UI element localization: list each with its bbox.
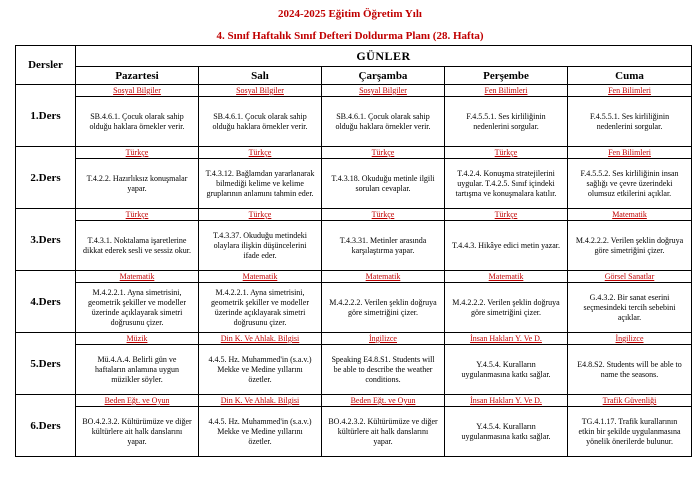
day-header: Pazartesi [76, 67, 199, 85]
outcome-text: T.4.4.3. Hikâye edici metin yazar. [451, 240, 561, 250]
outcome-text: Y.4.5.4. Kuralların uygulanmasına katkı sağlar. [461, 421, 551, 441]
day-header: Çarşamba [322, 67, 445, 85]
lesson-cell [322, 85, 445, 147]
lesson-cell [445, 271, 568, 333]
lesson-row [16, 271, 692, 333]
weekly-plan-table [15, 45, 692, 457]
lesson-cell [568, 209, 692, 271]
lesson-row [16, 85, 692, 147]
outcome-text: M.4.2.2.2. Verilen şeklin doğruya göre simetriğini çizer. [452, 297, 560, 317]
lesson-row [16, 395, 692, 457]
subject-label: Türkçe [199, 147, 321, 159]
lesson-cell [445, 395, 568, 457]
subject-label: Fen Bilimleri [568, 85, 691, 97]
outcome-text: 4.4.5. Hz. Muhammed'in (s.a.v.) Mekke ve Medine yıllarını özetler. [208, 416, 312, 446]
lesson-cell [199, 85, 322, 147]
outcome-text: Y.4.5.4. Kuralların uygulanmasına katkı sağlar. [461, 359, 551, 379]
document-title: 2024-2025 Eğitim Öğretim Yılı [278, 8, 422, 20]
lesson-label: 5.Ders [16, 333, 76, 395]
subject-label: Türkçe [445, 209, 567, 221]
lesson-cell [322, 209, 445, 271]
subject-label: Görsel Sanatlar [568, 271, 691, 283]
outcome-text: SB.4.6.1. Çocuk olarak sahip olduğu haklara örnekler verir. [335, 111, 431, 131]
lesson-cell [322, 395, 445, 457]
gunler-header: GÜNLER [76, 46, 692, 67]
subject-label: Din K. Ve Ahlak. Bilgisi [199, 333, 321, 345]
subject-label: Matematik [199, 271, 321, 283]
subject-label: Matematik [445, 271, 567, 283]
outcome-text: T.4.2.4. Konuşma stratejilerini uygular. T.4.2.5. Sınıf içindeki tartışma ve konuşmalara katılır. [455, 168, 557, 198]
lesson-cell [76, 209, 199, 271]
day-header: Salı [199, 67, 322, 85]
subject-label: Türkçe [322, 209, 444, 221]
outcome-text: Speaking E4.8.S1. Students will be able to describe the weather conditions. [331, 354, 435, 384]
outcome-text: TG.4.1.17. Trafik kurallarının etkin bir şekilde uygulanmasına yönelik önerilerde bulunur. [578, 416, 681, 446]
lesson-cell [568, 395, 692, 457]
outcome-text: T.4.3.31. Metinler arasında karşılaştırma yapar. [339, 235, 427, 255]
subject-label: Matematik [76, 271, 198, 283]
lesson-cell [199, 333, 322, 395]
outcome-text: G.4.3.2. Bir sanat eserini seçmesindeki tercih sebebini açıklar. [583, 292, 676, 322]
outcome-text: SB.4.6.1. Çocuk olarak sahip olduğu haklara örnekler verir. [89, 111, 185, 131]
lesson-cell [445, 333, 568, 395]
outcome-text: T.4.2.2. Hazırlıksız konuşmalar yapar. [86, 173, 188, 193]
lesson-row [16, 209, 692, 271]
outcome-text: Mü.4.A.4. Belirli gün ve haftaların anlamına uygun müzikler söyler. [95, 354, 179, 384]
outcome-text: SB.4.6.1. Çocuk olarak sahip olduğu haklara örnekler verir. [212, 111, 308, 131]
lesson-cell [199, 395, 322, 457]
subject-label: Türkçe [445, 147, 567, 159]
lesson-cell [199, 209, 322, 271]
lesson-row [16, 333, 692, 395]
lesson-cell [322, 271, 445, 333]
subject-label: Trafik Güvenliği [568, 395, 691, 407]
lesson-label: 6.Ders [16, 395, 76, 457]
subject-label: İnsan Hakları Y. Ve D. [445, 333, 567, 345]
day-header: Perşembe [445, 67, 568, 85]
outcome-text: F.4.5.5.2. Ses kirliliğinin insan sağlığı ve çevre üzerindeki olumsuz etkilerini açıklar. [580, 168, 679, 198]
subject-label: Beden Eğt. ve Oyun [322, 395, 444, 407]
lesson-cell [568, 147, 692, 209]
lesson-label: 2.Ders [16, 147, 76, 209]
subject-label: Müzik [76, 333, 198, 345]
outcome-text: BO.4.2.3.2. Kültürümüze ve diğer kültürlere ait halk danslarını yapar. [82, 416, 192, 446]
lesson-cell [76, 395, 199, 457]
lesson-label: 4.Ders [16, 271, 76, 333]
day-header: Cuma [568, 67, 692, 85]
lesson-cell [76, 147, 199, 209]
lesson-cell [322, 333, 445, 395]
lesson-label: 3.Ders [16, 209, 76, 271]
subject-label: Sosyal Bilgiler [76, 85, 198, 97]
lesson-cell [76, 333, 199, 395]
outcome-text: F.4.5.5.1. Ses kirliliğinin nedenlerini sorgular. [589, 111, 670, 131]
subject-label: Türkçe [76, 209, 198, 221]
lesson-cell [199, 147, 322, 209]
lesson-cell [568, 271, 692, 333]
lesson-label: 1.Ders [16, 85, 76, 147]
outcome-text: T.4.3.1. Noktalama işaretlerine dikkat ederek sesli ve sessiz okur. [83, 235, 191, 255]
outcome-text: F.4.5.5.1. Ses kirliliğinin nedenlerini sorgular. [466, 111, 546, 131]
outcome-text: 4.4.5. Hz. Muhammed'in (s.a.v.) Mekke ve Medine yıllarını özetler. [208, 354, 312, 384]
lesson-cell [76, 85, 199, 147]
outcome-text: T.4.3.12. Bağlamdan yararlanarak bilmediği kelime ve kelime gruplarının anlamını tahmin eder. [205, 168, 315, 198]
lesson-cell [445, 85, 568, 147]
subject-label: Sosyal Bilgiler [199, 85, 321, 97]
lesson-cell [445, 147, 568, 209]
subject-label: Beden Eğt. ve Oyun [76, 395, 198, 407]
subject-label: Sosyal Bilgiler [322, 85, 444, 97]
subject-label: Türkçe [76, 147, 198, 159]
subject-label: Türkçe [199, 209, 321, 221]
outcome-text: T.4.3.37. Okuduğu metindeki olaylara ilişkin düşüncelerini ifade eder. [212, 230, 308, 260]
subject-label: Matematik [322, 271, 444, 283]
lesson-cell [568, 85, 692, 147]
outcome-text: M.4.2.2.2. Verilen şeklin doğruya göre simetriğini çizer. [575, 235, 684, 255]
lesson-row [16, 147, 692, 209]
subject-label: Din K. Ve Ahlak. Bilgisi [199, 395, 321, 407]
subject-label: İnsan Hakları Y. Ve D. [445, 395, 567, 407]
subject-label: Fen Bilimleri [445, 85, 567, 97]
outcome-text: M.4.2.2.2. Verilen şeklin doğruya göre simetriğini çizer. [329, 297, 437, 317]
outcome-text: E4.8.S2. Students will be able to name the seasons. [577, 359, 682, 379]
outcome-text: M.4.2.2.1. Ayna simetrisini, geometrik şekiller ve modeller üzerinde açıklayarak simetri doğrusunu çizer. [88, 287, 186, 327]
lesson-cell [445, 209, 568, 271]
dersler-header: Dersler [16, 46, 76, 85]
lesson-cell [199, 271, 322, 333]
outcome-text: T.4.3.18. Okuduğu metinle ilgili soruları cevaplar. [331, 173, 435, 193]
subject-label: Türkçe [322, 147, 444, 159]
subject-label: İngilizce [322, 333, 444, 345]
outcome-text: M.4.2.2.1. Ayna simetrisini, geometrik şekiller ve modeller üzerinde açıklayarak simetri doğrusunu çizer. [211, 287, 309, 327]
subject-label: Matematik [568, 209, 691, 221]
subject-label: İngilizce [568, 333, 691, 345]
lesson-cell [76, 271, 199, 333]
outcome-text: BO.4.2.3.2. Kültürümüze ve diğer kültürlere ait halk danslarını yapar. [328, 416, 438, 446]
lesson-cell [322, 147, 445, 209]
lesson-cell [568, 333, 692, 395]
document-subtitle: 4. Sınıf Haftalık Sınıf Defteri Doldurma Planı (28. Hafta) [216, 30, 484, 42]
subject-label: Fen Bilimleri [568, 147, 691, 159]
